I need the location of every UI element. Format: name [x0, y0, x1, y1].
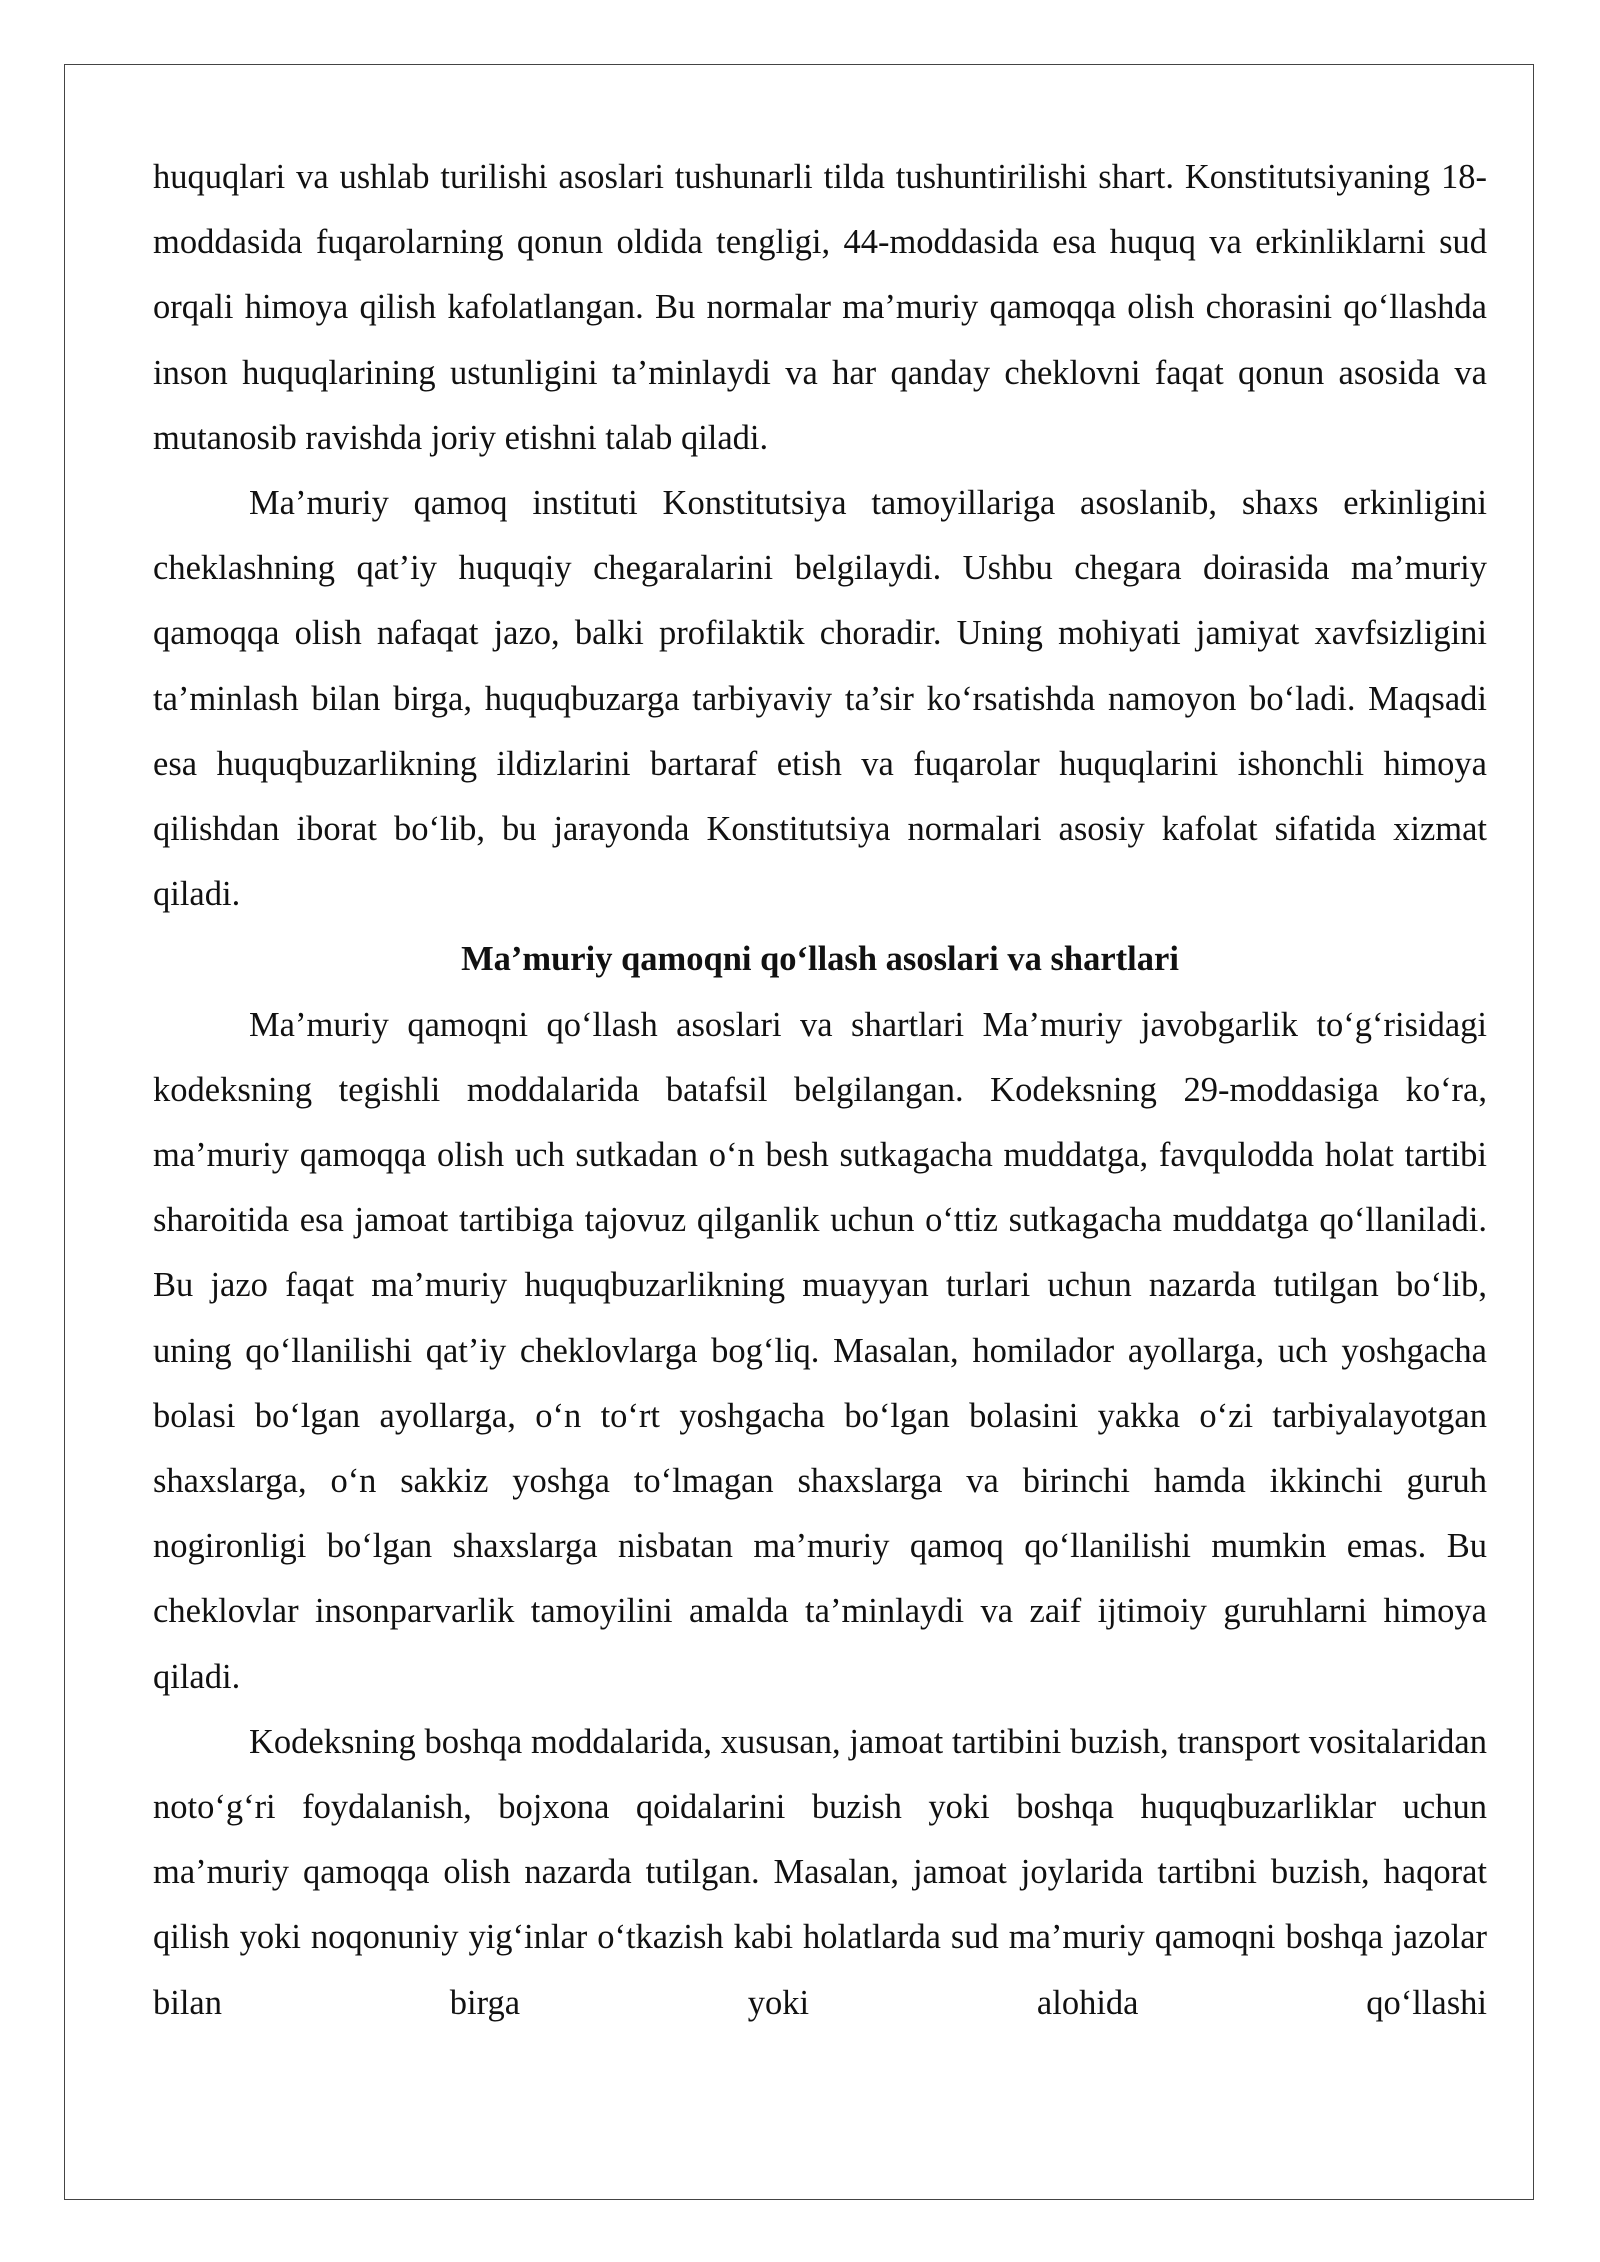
document-body: [153, 145, 1487, 2036]
paragraph-grounds-and-conditions: Ma’muriy qamoqni qo‘llash asoslari va shartlari Ma’muriy javobgarlik to‘g‘risidagi kodeksning tegishli moddalarida batafsil belgilangan. Kodeksning 29-moddasiga ko‘ra, ma’muriy qamoqqa olish uch sutkadan o‘n besh sutkagacha muddatga, favqulodda holat tartibi sharoitida esa jamoat tartibiga tajovuz qilganlik uchun o‘ttiz sutkagacha muddatga qo‘llaniladi. Bu jazo faqat ma’muriy huquqbuzarlikning muayyan turlari uchun nazarda tutilgan bo‘lib, uning qo‘llanilishi qat’iy cheklovlarga bog‘liq. Masalan, homilador ayollarga, uch yoshgacha bolasi bo‘lgan ayollarga, o‘n to‘rt yoshgacha bo‘lgan bolasini yakka o‘zi tarbiyalayotgan shaxslarga, o‘n sakkiz yoshga to‘lmagan shaxslarga va birinchi hamda ikkinchi guruh nogironligi bo‘lgan shaxslarga nisbatan ma’muriy qamoq qo‘llanilishi mumkin emas. Bu cheklovlar insonparvarlik tamoyilini amalda ta’minlaydi va zaif ijtimoiy guruhlarni himoya qiladi.: [153, 1005, 1487, 1696]
paragraph-code-articles: Kodeksning boshqa moddalarida, xususan, jamoat tartibini buzish, transport vositalaridan noto‘g‘ri foydalanish, bojxona qoidalarini buzish yoki boshqa huquqbuzarliklar uchun ma’muriy qamoqqa olish nazarda tutilgan. Masalan, jamoat joylarida tartibni buzish, haqorat qilish yoki noqonuniy yig‘inlar o‘tkazish kabi holatlarda sud ma’muriy qamoqni boshqa jazolar bilan birga yoki alohida qo‘llashi: [153, 1722, 1487, 2022]
section-heading: Ma’muriy qamoqni qo‘llash asoslari va shartlari: [461, 940, 1179, 979]
paragraph-constitution-principles: Ma’muriy qamoq instituti Konstitutsiya tamoyillariga asoslanib, shaxs erkinligini cheklashning qat’iy huquqiy chegaralarini belgilaydi. Ushbu chegara doirasida ma’muriy qamoqqa olish nafaqat jazo, balki profilaktik choradir. Uning mohiyati jamiyat xavfsizligini ta’minlash bilan birga, huquqbuzarga tarbiyaviy ta’sir ko‘rsatishda namoyon bo‘ladi. Maqsadi esa huquqbuzarlikning ildizlarini bartaraf etish va fuqarolar huquqlarini ishonchli himoya qilishdan iborat bo‘lib, bu jarayonda Konstitutsiya normalari asosiy kafolat sifatida xizmat qiladi.: [153, 484, 1487, 914]
paragraph-continued: huquqlari va ushlab turilishi asoslari tushunarli tilda tushuntirilishi shart. Konstitutsiyaning 18-moddasida fuqarolarning qonun oldida tengligi, 44-moddasida esa huquq va erkinliklarni sud orqali himoya qilish kafolatlangan. Bu normalar ma’muriy qamoqqa olish chorasini qo‘llashda inson huquqlarining ustunligini ta’minlaydi va har qanday cheklovni faqat qonun asosida va mutanosib ravishda joriy etishni talab qiladi.: [153, 158, 1487, 457]
